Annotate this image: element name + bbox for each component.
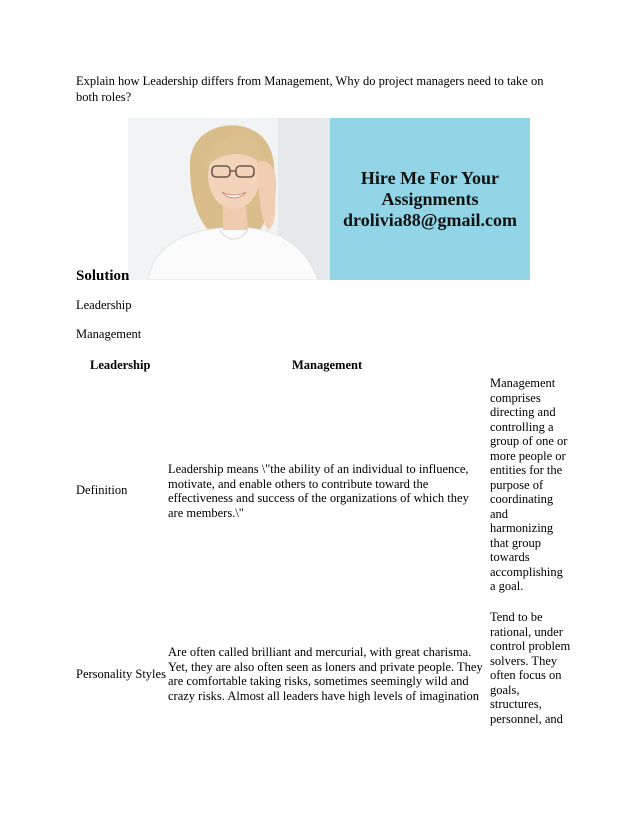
- definition-leadership-cell: Leadership means \"the ability of an individual to influence, motivate, and enable others to contribute toward the effectiveness and success of the organizations of which they are members.\": [168, 462, 469, 520]
- ad-line-1: Hire Me For Your: [360, 167, 500, 188]
- ad-panel: [330, 118, 530, 280]
- paragraph-leadership: Leadership: [76, 298, 132, 312]
- advertisement-banner: [128, 118, 530, 280]
- table-header-leadership: Leadership: [90, 358, 151, 372]
- personality-leadership-cell: Are often called brilliant and mercurial, with great charisma. Yet, they are also often seen as loners and private people. They are comfortable taking risks, sometimes seemingly wild and crazy risks. Almost all leaders have high levels of imagination: [168, 645, 483, 703]
- woman-illustration: [128, 118, 330, 280]
- solution-heading: Solution: [76, 268, 130, 284]
- question-text: Explain how Leadership differs from Management, Why do project managers need to take on both roles?: [76, 74, 544, 104]
- ad-line-2: Assignments: [381, 188, 479, 209]
- definition-management-cell: Management comprises directing and controlling a group of one or more people or entities for the purpose of coordinating and harmonizing that group towards accomplishing a goal.: [490, 376, 568, 593]
- ad-email: drolivia88@gmail.com: [343, 209, 517, 230]
- table-header-management: Management: [292, 358, 363, 372]
- woman-photo: [128, 118, 330, 280]
- row-label-definition: Definition: [76, 483, 128, 497]
- personality-management-cell: Tend to be rational, under control problem solvers. They often focus on goals, structures, personnel, and: [490, 610, 571, 726]
- row-label-personality-styles: Personality Styles: [76, 667, 166, 681]
- paragraph-management: Management: [76, 327, 142, 341]
